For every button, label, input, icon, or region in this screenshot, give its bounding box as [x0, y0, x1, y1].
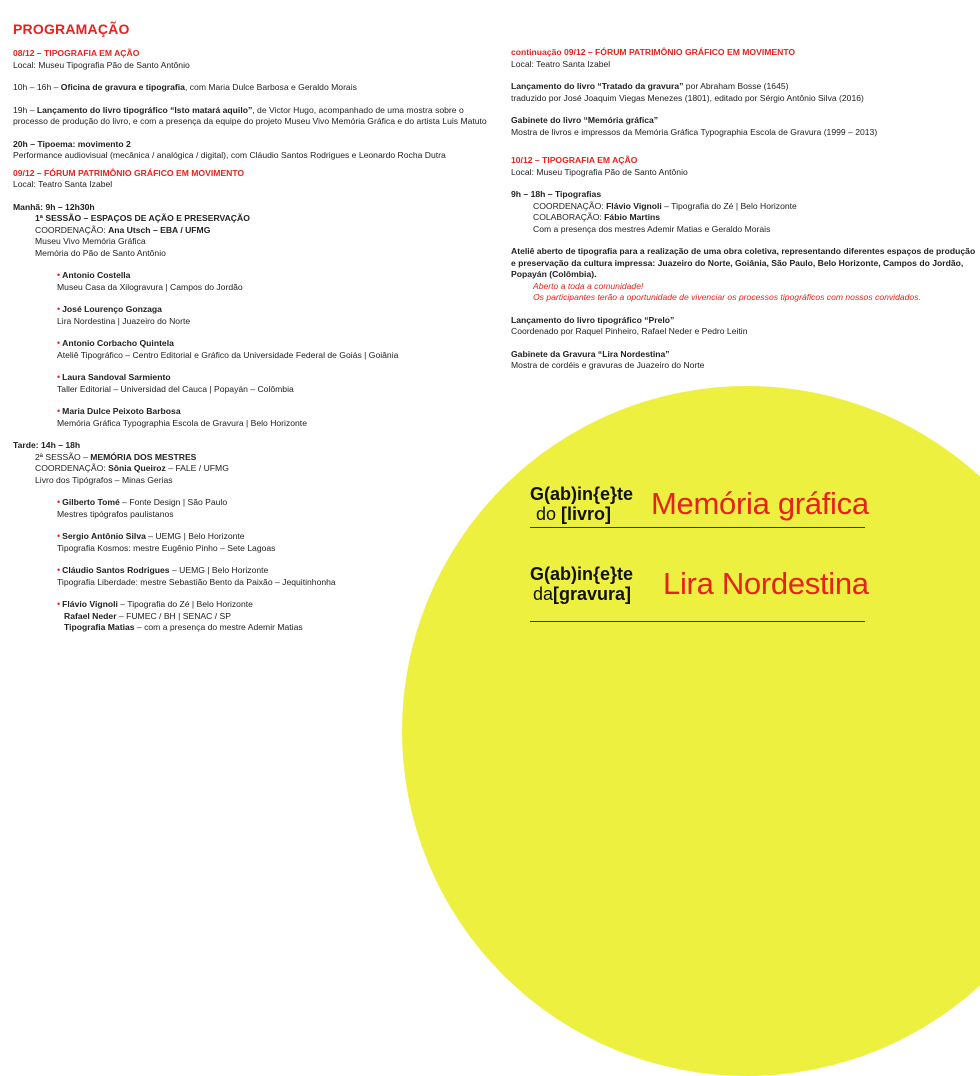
day-10-presence: Com a presença dos mestres Ademir Matias e Geraldo Morais: [533, 223, 771, 234]
left-column: [13, 20, 503, 634]
session-1-coordination: COORDENAÇÃO: Ana Utsch – EBA / UFMG: [35, 224, 211, 235]
bullet-icon: •: [57, 304, 61, 314]
day-09-local: Local: Teatro Santa Izabel: [13, 179, 113, 189]
day-08-item-3-line2: Performance audiovisual (mecânica / analógica / digital), com Cláudio Santos Rodrigues e Leonardo Rocha Dutra: [13, 150, 446, 160]
day-08-item-2: 19h – Lançamento do livro tipográfico “Isto matará aquilo”, de Victor Hugo, acompanhado de uma mostra sobre o: [13, 104, 464, 115]
bullet-icon: •: [57, 372, 61, 382]
session-2-line3: Livro dos Tipógrafos – Minas Gerias: [35, 474, 173, 485]
logo-name-memoria-grafica: Memória gráfica: [651, 486, 869, 521]
book-cabinet-title: Gabinete do livro “Memória gráfica”: [511, 115, 659, 125]
speaker-6: • Gilberto Tomé – Fonte Design | São Paulo Mestres tipógrafos paulistanos: [57, 497, 228, 519]
continuation-heading: continuação 09/12 – FÓRUM PATRIMÔNIO GRÁFICO EM MOVIMENTO: [511, 47, 796, 57]
day-10-section: [511, 155, 976, 372]
workshop-desc-line3: Popayán (Colômbia).: [511, 269, 597, 279]
typography-time: 9h – 18h – Tipografias: [511, 189, 602, 199]
bullet-icon: •: [57, 599, 61, 609]
logo-lira-nordestina: [530, 564, 869, 604]
lira-cabinet-title: Gabinete da Gravura “Lira Nordestina”: [511, 348, 670, 359]
workshop-desc-line1: Ateliê aberto de tipografia para a realização de uma obra coletiva, representando diferentes espaços de produção: [511, 246, 976, 256]
morning-label: Manhã: 9h – 12h30h: [13, 201, 95, 212]
session-2-title: 2ª SESSÃO – MEMÓRIA DOS MESTRES: [35, 451, 197, 462]
open-community-note: Aberto a toda a comunidade!: [533, 280, 644, 291]
continuation-section: [511, 47, 976, 138]
continuation-local: Local: Teatro Santa Izabel: [511, 58, 611, 69]
day-09-section: [13, 168, 503, 634]
gabinete-wordmark: G(ab)in{e}te da[gravura]: [530, 564, 634, 604]
right-column: [511, 47, 976, 372]
page-title: PROGRAMAÇÃO: [13, 21, 130, 37]
session-1-line4: Memória do Pão de Santo Antônio: [35, 247, 166, 258]
day-08-heading: 08/12 – TIPOGRAFIA EM AÇÃO: [13, 48, 140, 58]
speaker-4: • Laura Sandoval Sarmiento Taller Editorial – Universidad del Cauca | Popayán – Colômbia: [57, 372, 294, 394]
speaker-9: • Flávio Vignoli – Tipografia do Zé | Belo Horizonte Rafael Neder – FUMEC / BH | SENAC / SP Tipografia Matias – com a presença do mestre Ademir Matias: [57, 599, 303, 632]
session-1-title: 1ª SESSÃO – ESPAÇOS DE AÇÃO E PRESERVAÇÃO: [35, 213, 250, 223]
day-10-coordination: COORDENAÇÃO: Flávio Vignoli – Tipografia do Zé | Belo Horizonte: [533, 200, 797, 211]
day-10-heading: 10/12 – TIPOGRAFIA EM AÇÃO: [511, 155, 638, 165]
day-10-collaboration: COLABORAÇÃO: Fábio Martins: [533, 212, 661, 222]
logo-divider: [530, 621, 865, 622]
book-launch-treatise: Lançamento do livro “Tratado da gravura” por Abraham Bosse (1645): [511, 81, 789, 91]
bullet-icon: •: [57, 497, 61, 507]
prelo-launch-title: Lançamento do livro tipográfico “Prelo”: [511, 314, 675, 325]
afternoon-label: Tarde: 14h – 18h: [13, 440, 81, 450]
speaker-2: • José Lourenço Gonzaga Lira Nordestina | Juazeiro do Norte: [57, 304, 191, 326]
day-08-item-2-line2: processo de produção do livro, e com a presença da equipe do projeto Museu Vivo Memória Gráfica e do artista Luis Matuto: [13, 116, 487, 126]
speaker-3: • Antonio Corbacho Quintela Ateliê Tipográfico – Centro Editorial e Gráfico da Universidade Federal de Goiás | Goiânia: [57, 338, 399, 360]
book-cabinet-desc: Mostra de livros e impressos da Memória Gráfica Typographia Escola de Gravura (1999 – 2013): [511, 126, 878, 137]
bullet-icon: •: [57, 406, 61, 416]
logo-divider: [530, 527, 865, 528]
day-10-local: Local: Museu Tipografia Pão de Santo Antônio: [511, 166, 688, 177]
logo-name-lira-nordestina: Lira Nordestina: [663, 566, 869, 601]
speaker-1: • Antonio Costella Museu Casa da Xilogravura | Campos do Jordão: [57, 270, 243, 292]
session-2-coordination: COORDENAÇÃO: Sônia Queiroz – FALE / UFMG: [35, 463, 229, 473]
participants-note: Os participantes terão a oportunidade de vivenciar os processos tipográficos com nossos convidados.: [533, 292, 921, 302]
day-09-heading: 09/12 – FÓRUM PATRIMÔNIO GRÁFICO EM MOVIMENTO: [13, 167, 245, 178]
bullet-icon: •: [57, 338, 61, 348]
session-1-line3: Museu Vivo Memória Gráfica: [35, 236, 146, 246]
lira-cabinet-desc: Mostra de cordéis e gravuras de Juazeiro do Norte: [511, 360, 705, 370]
speaker-7: • Sergio Antônio Silva – UEMG | Belo Horizonte Tipografia Kosmos: mestre Eugênio Pinho – Sete Lagoas: [57, 531, 276, 553]
speaker-5: • Maria Dulce Peixoto Barbosa Memória Gráfica Typographia Escola de Gravura | Belo Horizonte: [57, 406, 307, 428]
prelo-launch-desc: Coordenado por Raquel Pinheiro, Rafael Neder e Pedro Leitin: [511, 326, 748, 336]
workshop-desc-line2: e preservação da cultura impressa: Juazeiro do Norte, Goiânia, São Paulo, Belo Horizonte, Campos do Jordão,: [511, 257, 964, 268]
book-launch-treatise-line2: traduzido por José Joaquim Viegas Menezes (1801), editado por Sérgio Antônio Silva (2016): [511, 92, 864, 103]
day-08-item-1: 10h – 16h – Oficina de gravura e tipografia, com Maria Dulce Barbosa e Geraldo Morais: [13, 82, 357, 92]
gabinete-wordmark: G(ab)in{e}te do [livro]: [530, 484, 634, 524]
speaker-8: • Cláudio Santos Rodrigues – UEMG | Belo Horizonte Tipografia Liberdade: mestre Sebastião Bento da Paixão – Jequitinhonha: [57, 565, 336, 587]
day-08-local: Local: Museu Tipografia Pão de Santo Antônio: [13, 59, 190, 70]
day-08-section: [13, 48, 503, 162]
bullet-icon: •: [57, 531, 61, 541]
bullet-icon: •: [57, 270, 61, 280]
logo-memoria-grafica: [530, 484, 869, 524]
day-08-item-3: 20h – Tipoema: movimento 2: [13, 138, 131, 149]
bullet-icon: •: [57, 565, 61, 575]
